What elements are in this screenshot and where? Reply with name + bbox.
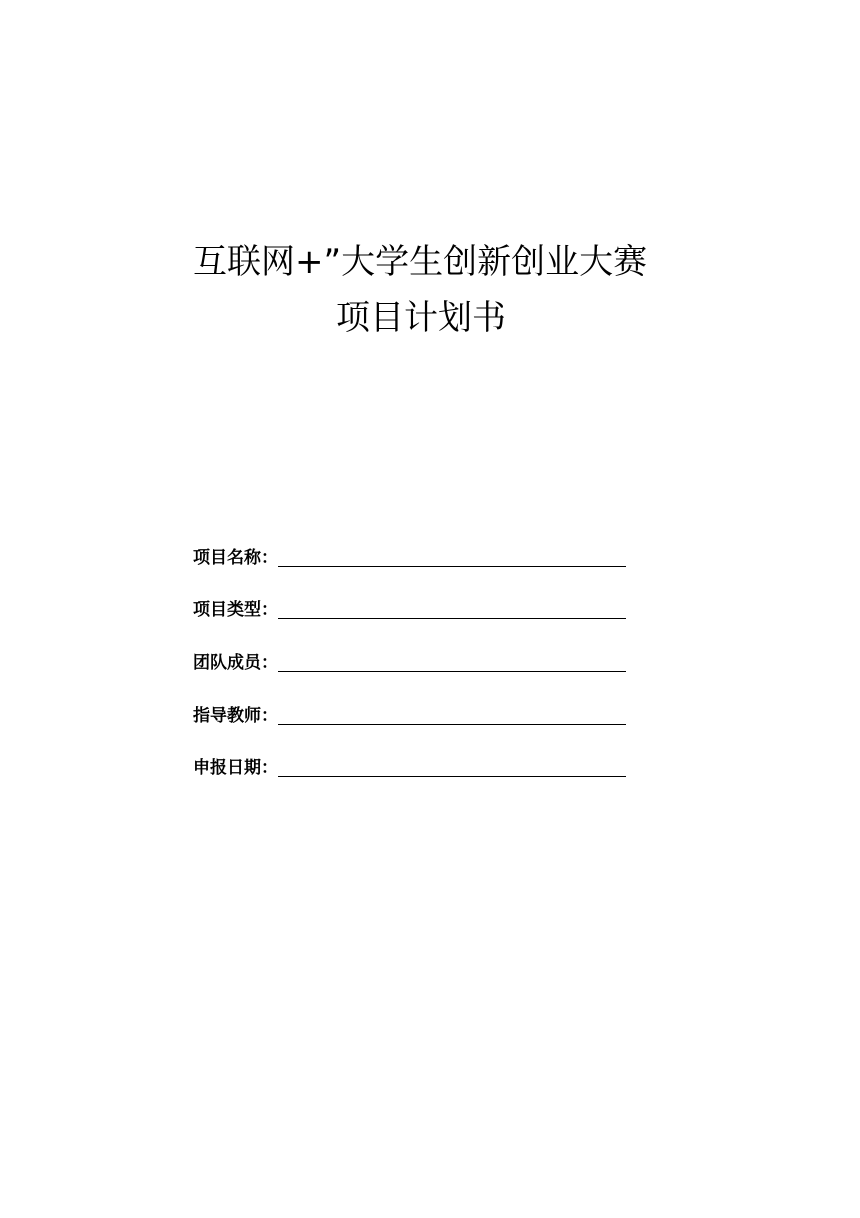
field-colon: ： — [261, 653, 278, 673]
field-colon: ： — [261, 548, 278, 568]
application-date-blank-line[interactable] — [278, 756, 626, 777]
project-name-blank-line[interactable] — [278, 546, 626, 567]
team-members-field — [193, 650, 626, 674]
team-members-blank-line[interactable] — [278, 651, 626, 672]
field-colon: ： — [261, 600, 278, 620]
document-subtitle: 项目计划书 — [336, 298, 506, 338]
field-colon: ： — [261, 706, 278, 726]
advisor-label: 指导教师 — [193, 706, 261, 726]
project-type-field — [193, 597, 626, 621]
project-name-label: 项目名称 — [193, 548, 261, 568]
application-date-label: 申报日期 — [193, 758, 261, 778]
team-members-label: 团队成员 — [193, 653, 261, 673]
advisor-blank-line[interactable] — [278, 704, 626, 725]
advisor-field — [193, 703, 626, 727]
project-type-blank-line[interactable] — [278, 598, 626, 619]
project-type-label: 项目类型 — [193, 600, 261, 620]
application-date-field — [193, 755, 626, 779]
document-title: 互联网+”大学生创新创业大赛 — [193, 242, 648, 282]
field-colon: ： — [261, 758, 278, 778]
project-name-field — [193, 545, 626, 569]
